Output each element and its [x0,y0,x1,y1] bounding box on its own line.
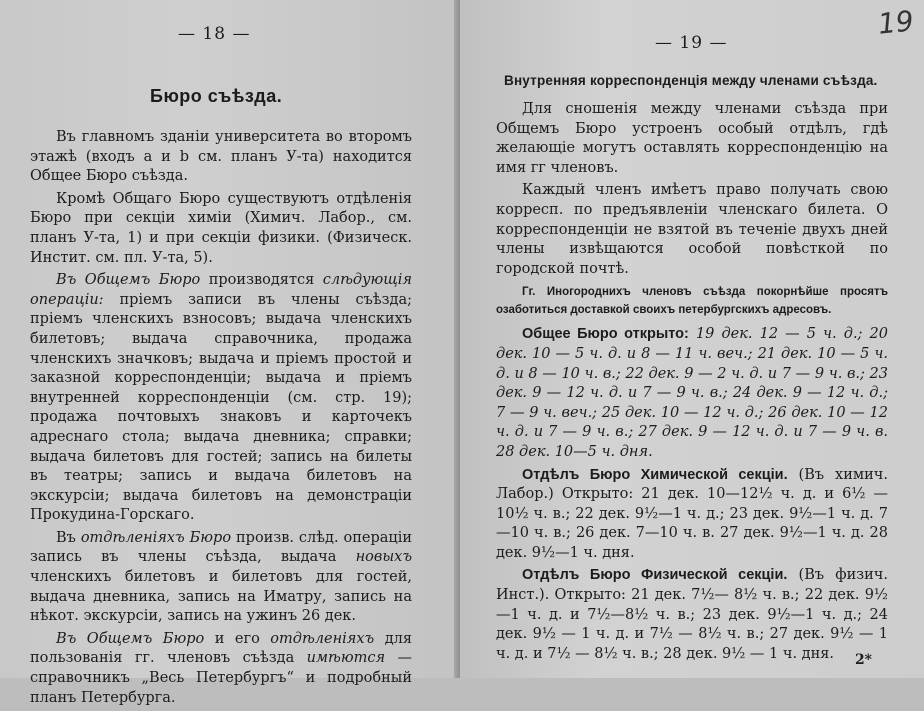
chem-hours: (Въ химич. Лабор.) Открыто: 21 дек. 10—12½ ч. д. и 6½ — 10½ ч. в.; 22 дек. 9½—1 ч. д.; 23 дек. 9½—1 ч. д. 7—10 ч. в.; 26 дек. 7—10 ч. в. 27 дек. 9½—1 ч. д. 28 дек. 9½—1 ч. дня. [496,466,888,561]
handwritten-page-mark: 19 [876,4,916,41]
label-phys-section: Отдѣлъ Бюро Физической секціи. [522,567,788,584]
right-text-column [496,100,888,667]
page-title: Бюро съѣзда. [150,86,283,106]
left-page [0,0,460,706]
text-fragment: — справочникъ „Весь Петербургъ“ и подробный планъ Петербурга. [30,650,412,706]
right-page [460,0,924,678]
general-hours: 19 дек. 12 — 5 ч. д.; 20 дек. 10 — 5 ч. д. и 8 — 11 ч. веч.; 21 дек. 10 — 5 ч. д. и 8 — 10 ч. в.; 22 дек. 9 — 2 ч. д. и 7 — 9 ч. в.; 23 дек. 9 — 12 ч. д. и 7 — 9 ч. в.; 24 дек. 9 — 12 ч. д.; 7 — 9 ч. веч.; 25 дек. 10 — 12 ч. д.; 26 дек. 10 — 12 ч. д. и 7 — 9 ч. в.; 27 дек. 9 — 12 ч. д. и 7 — 9 ч. в. 28 дек. 10—5 ч. дня. [496,326,888,460]
text-fragment: членскихъ билетовъ и билетовъ для гостей, выдача дневника, запись на Иматру, запись на нѣкот. экскурсіи, запись на ужинъ 26 дек. [30,569,412,625]
paragraph-main-building: Въ главномъ зданіи университета во второмъ этажѣ (входъ а и b см. планъ У-та) находится Общее Бюро съѣзда. [30,129,412,185]
text-fragment: произв. слѣд. операціи запись въ члены съѣзда, выдача [30,529,412,566]
notice-addresses: Гг. Иногороднихъ членовъ съѣзда покорнѣйше просятъ озаботиться доставкой своихъ петербургскихъ адресовъ. [496,286,888,317]
text-fragment: и его [204,630,271,647]
emphasis-available: имѣются [306,650,386,667]
emphasis-general-bureau-2: Въ Общемъ Бюро [56,630,205,647]
emphasis-general-bureau: Въ Общемъ Бюро [56,272,201,289]
page-number-right: — 19 — [655,33,728,53]
paragraph-general-hours [496,325,888,462]
left-text-column [30,128,412,711]
paragraph-operations [30,271,412,526]
text-fragment: для пользованія гг. членовъ съѣзда [30,630,412,667]
paragraph-phys-hours [496,566,888,664]
signature-mark: 2* [854,652,872,668]
emphasis-branches: отдѣленіяхъ Бюро [80,529,232,546]
emphasis-new: новыхъ [355,549,412,566]
section-heading: Внутренняя корреспонденція между членами съѣзда. [504,73,878,88]
label-chem-section: Отдѣлъ Бюро Химической секціи. [522,466,788,483]
paragraph-chem-hours [496,466,888,564]
paragraph-branch-operations [30,529,412,627]
text-fragment: Въ [56,529,81,546]
emphasis-branches-2: отдѣленіяхъ [270,630,375,647]
paragraph-branches: Кромѣ Общаго Бюро существуютъ отдѣленія Бюро при секціи химіи (Химич. Лабор., см. планъ У-та, 1) и при секціи физики. (Физическ. Инстит. см. пл. У-та, 5). [30,190,412,266]
text-fragment: пріемъ записи въ члены съѣзда; пріемъ членскихъ взносовъ; выдача членскихъ билетовъ; выдача справочника, продажа членскихъ значковъ; выдача и пріемъ простой и заказной корреспонденціи; выдача и пріемъ внутренней корреспонденціи (см. стр. 19); продажа почтовыхъ знаковъ и карточекъ адреснаго стола; выдача дневника; справки; выдача билетовъ для гостей; запись на билеты въ театры; запись и выдача билетовъ на экскурсіи; выдача билетовъ на демонстраціи Прокудина-Горскаго. [30,291,412,524]
label-general-bureau: Общее Бюро открыто: [522,326,689,343]
paragraph-correspondence: Для сношенія между членами съѣзда при Общемъ Бюро устроенъ особый отдѣлъ, гдѣ желающіе могутъ оставлять корреспонденцію на имя гг членовъ. [496,101,888,176]
phys-hours: (Въ физич. Инст.). Открыто: 21 дек. 7½— 8½ ч. в.; 22 дек. 9½—1 ч. д. и 7½—8½ ч. в.; 23 дек. 9½—1 ч. д.; 24 дек. 9½ — 1 ч. д. и 7½ — 8½ ч. в.; 27 дек. 9½ — 1 ч. д. и 7½ — 8½ ч. в.; 28 дек. 9½ — 1 ч. дня. [496,567,889,662]
paragraph-receiving-mail: Каждый членъ имѣетъ право получать свою корресп. по предъявленіи членскаго билета. О корреспонденціи не взятой въ теченіе двухъ дней члены извѣщаются особой повѣсткой по городской почтѣ. [496,182,888,277]
emphasis-operations: слѣдующія операціи: [30,272,412,308]
page-number-left: — 18 — [178,24,251,44]
text-fragment: производятся [200,272,323,289]
paragraph-reference-materials [30,630,412,708]
